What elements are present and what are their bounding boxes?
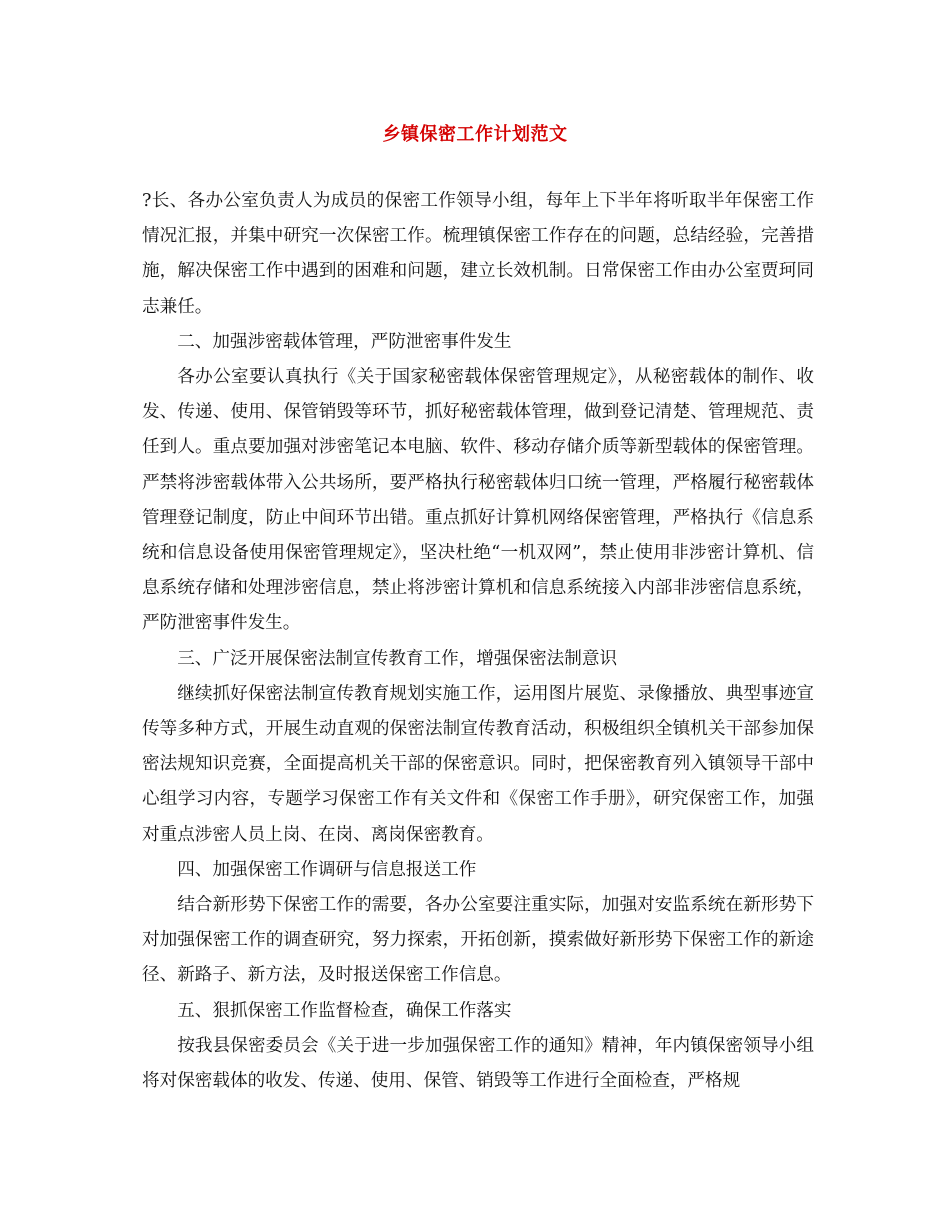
section-heading-5: 五、狠抓保密工作监督检查，确保工作落实: [177, 1000, 512, 1021]
paragraph-section-5: 按我县保密委员会《关于进一步加强保密工作的通知》精神，年内镇保密领导小组将对保密载体的收发、传递、使用、保管、销毁等工作进行全面检查，严格规: [142, 1035, 814, 1092]
paragraph-section-4: 结合新形势下保密工作的需要，各办公室要注重实际，加强对安监系统在新形势下对加强保密工作的调查研究，努力探索，开拓创新，摸索做好新形势下保密工作的新途径、新路子、新方法，及时报送保密工作信息。: [142, 895, 814, 986]
paragraph-intro: ?长、各办公室负责人为成员的保密工作领导小组，每年上下半年将听取半年保密工作情况汇报，并集中研究一次保密工作。梳理镇保密工作存在的问题，总结经验，完善措施，解决保密工作中遇到的困难和问题，建立长效机制。日常保密工作由办公室贾珂同志兼任。: [142, 191, 814, 317]
section-heading-3: 三、广泛开展保密法制宣传教育工作，增强保密法制意识: [177, 648, 618, 669]
paragraph-section-2: 各办公室要认真执行《关于国家秘密载体保密管理规定》，从秘密载体的制作、收发、传递、使用、保管销毁等环节，抓好秘密载体管理，做到登记清楚、管理规范、责任到人。重点要加强对涉密笔记本电脑、软件、移动存储介质等新型载体的保密管理。严禁将涉密载体带入公共场所，要严格执行秘密载体归口统一管理，严格履行秘密载体管理登记制度，防止中间环节出错。重点抓好计算机网络保密管理，严格执行《信息系统和信息设备使用保密管理规定》，坚决杜绝“一机双网”，禁止使用非涉密计算机、信息系统存储和处理涉密信息，禁止将涉密计算机和信息系统接入内部非涉密信息系统，严防泄密事件发生。: [142, 367, 814, 634]
paragraph-section-3: 继续抓好保密法制宣传教育规划实施工作，运用图片展览、录像播放、典型事迹宣传等多种方式，开展生动直观的保密法制宣传教育活动，积极组织全镇机关干部参加保密法规知识竞赛，全面提高机关干部的保密意识。同时，把保密教育列入镇领导干部中心组学习内容，专题学习保密工作有关文件和《保密工作手册》，研究保密工作，加强对重点涉密人员上岗、在岗、离岗保密教育。: [142, 683, 814, 845]
section-heading-4: 四、加强保密工作调研与信息报送工作: [177, 859, 477, 880]
document-body: [142, 184, 814, 1099]
document-title: 乡镇保密工作计划范文: [382, 124, 568, 145]
section-heading-2: 二、加强涉密载体管理，严防泄密事件发生: [177, 331, 512, 352]
